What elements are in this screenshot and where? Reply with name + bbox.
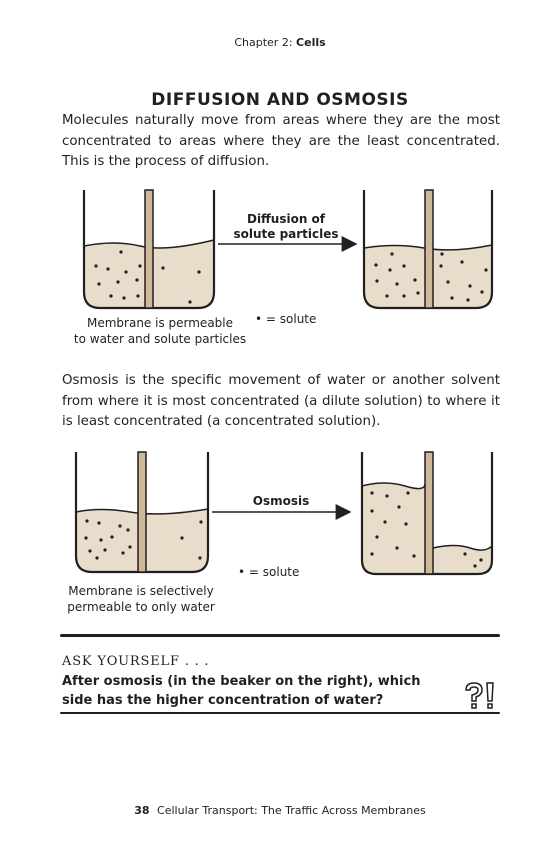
diffusion-legend: • = solute — [255, 312, 317, 326]
osmosis-beaker-after — [362, 452, 492, 574]
ask-question: After osmosis (in the beaker on the right), which side has the higher concentration of water? — [62, 674, 421, 708]
question-exclamation-icon — [462, 680, 500, 712]
diffusion-paragraph: Molecules naturally move from areas where they are the most concentrated to areas where they are the least concentrated. This is the process of diffusion. — [62, 113, 500, 169]
chapter-label: Chapter 2: — [234, 36, 293, 49]
ask-yourself-heading: ASK YOURSELF . . . — [62, 654, 210, 669]
chapter-section: Cells — [296, 36, 326, 49]
page-number: 38 — [134, 804, 150, 817]
osmosis-legend: • = solute — [238, 565, 300, 579]
ask-top-rule — [60, 634, 500, 637]
ask-bottom-rule — [60, 712, 500, 714]
section-title: DIFFUSION AND OSMOSIS — [151, 90, 409, 110]
diffusion-arrow-label: Diffusion of solute particles — [233, 212, 339, 241]
osmosis-arrow-label: Osmosis — [252, 494, 310, 508]
diffusion-caption: Membrane is permeable to water and solute particles — [73, 316, 247, 346]
osmosis-paragraph: Osmosis is the specific movement of water or another solvent from where it is most concentrated (a dilute solution) to where it is least concentrated (a concentrated solution). — [62, 373, 500, 429]
footer-title: Cellular Transport: The Traffic Across Membranes — [157, 804, 426, 817]
page-footer — [0, 804, 560, 817]
osmosis-beaker-before — [76, 452, 208, 572]
osmosis-caption: Membrane is selectively permeable to only water — [67, 584, 215, 614]
